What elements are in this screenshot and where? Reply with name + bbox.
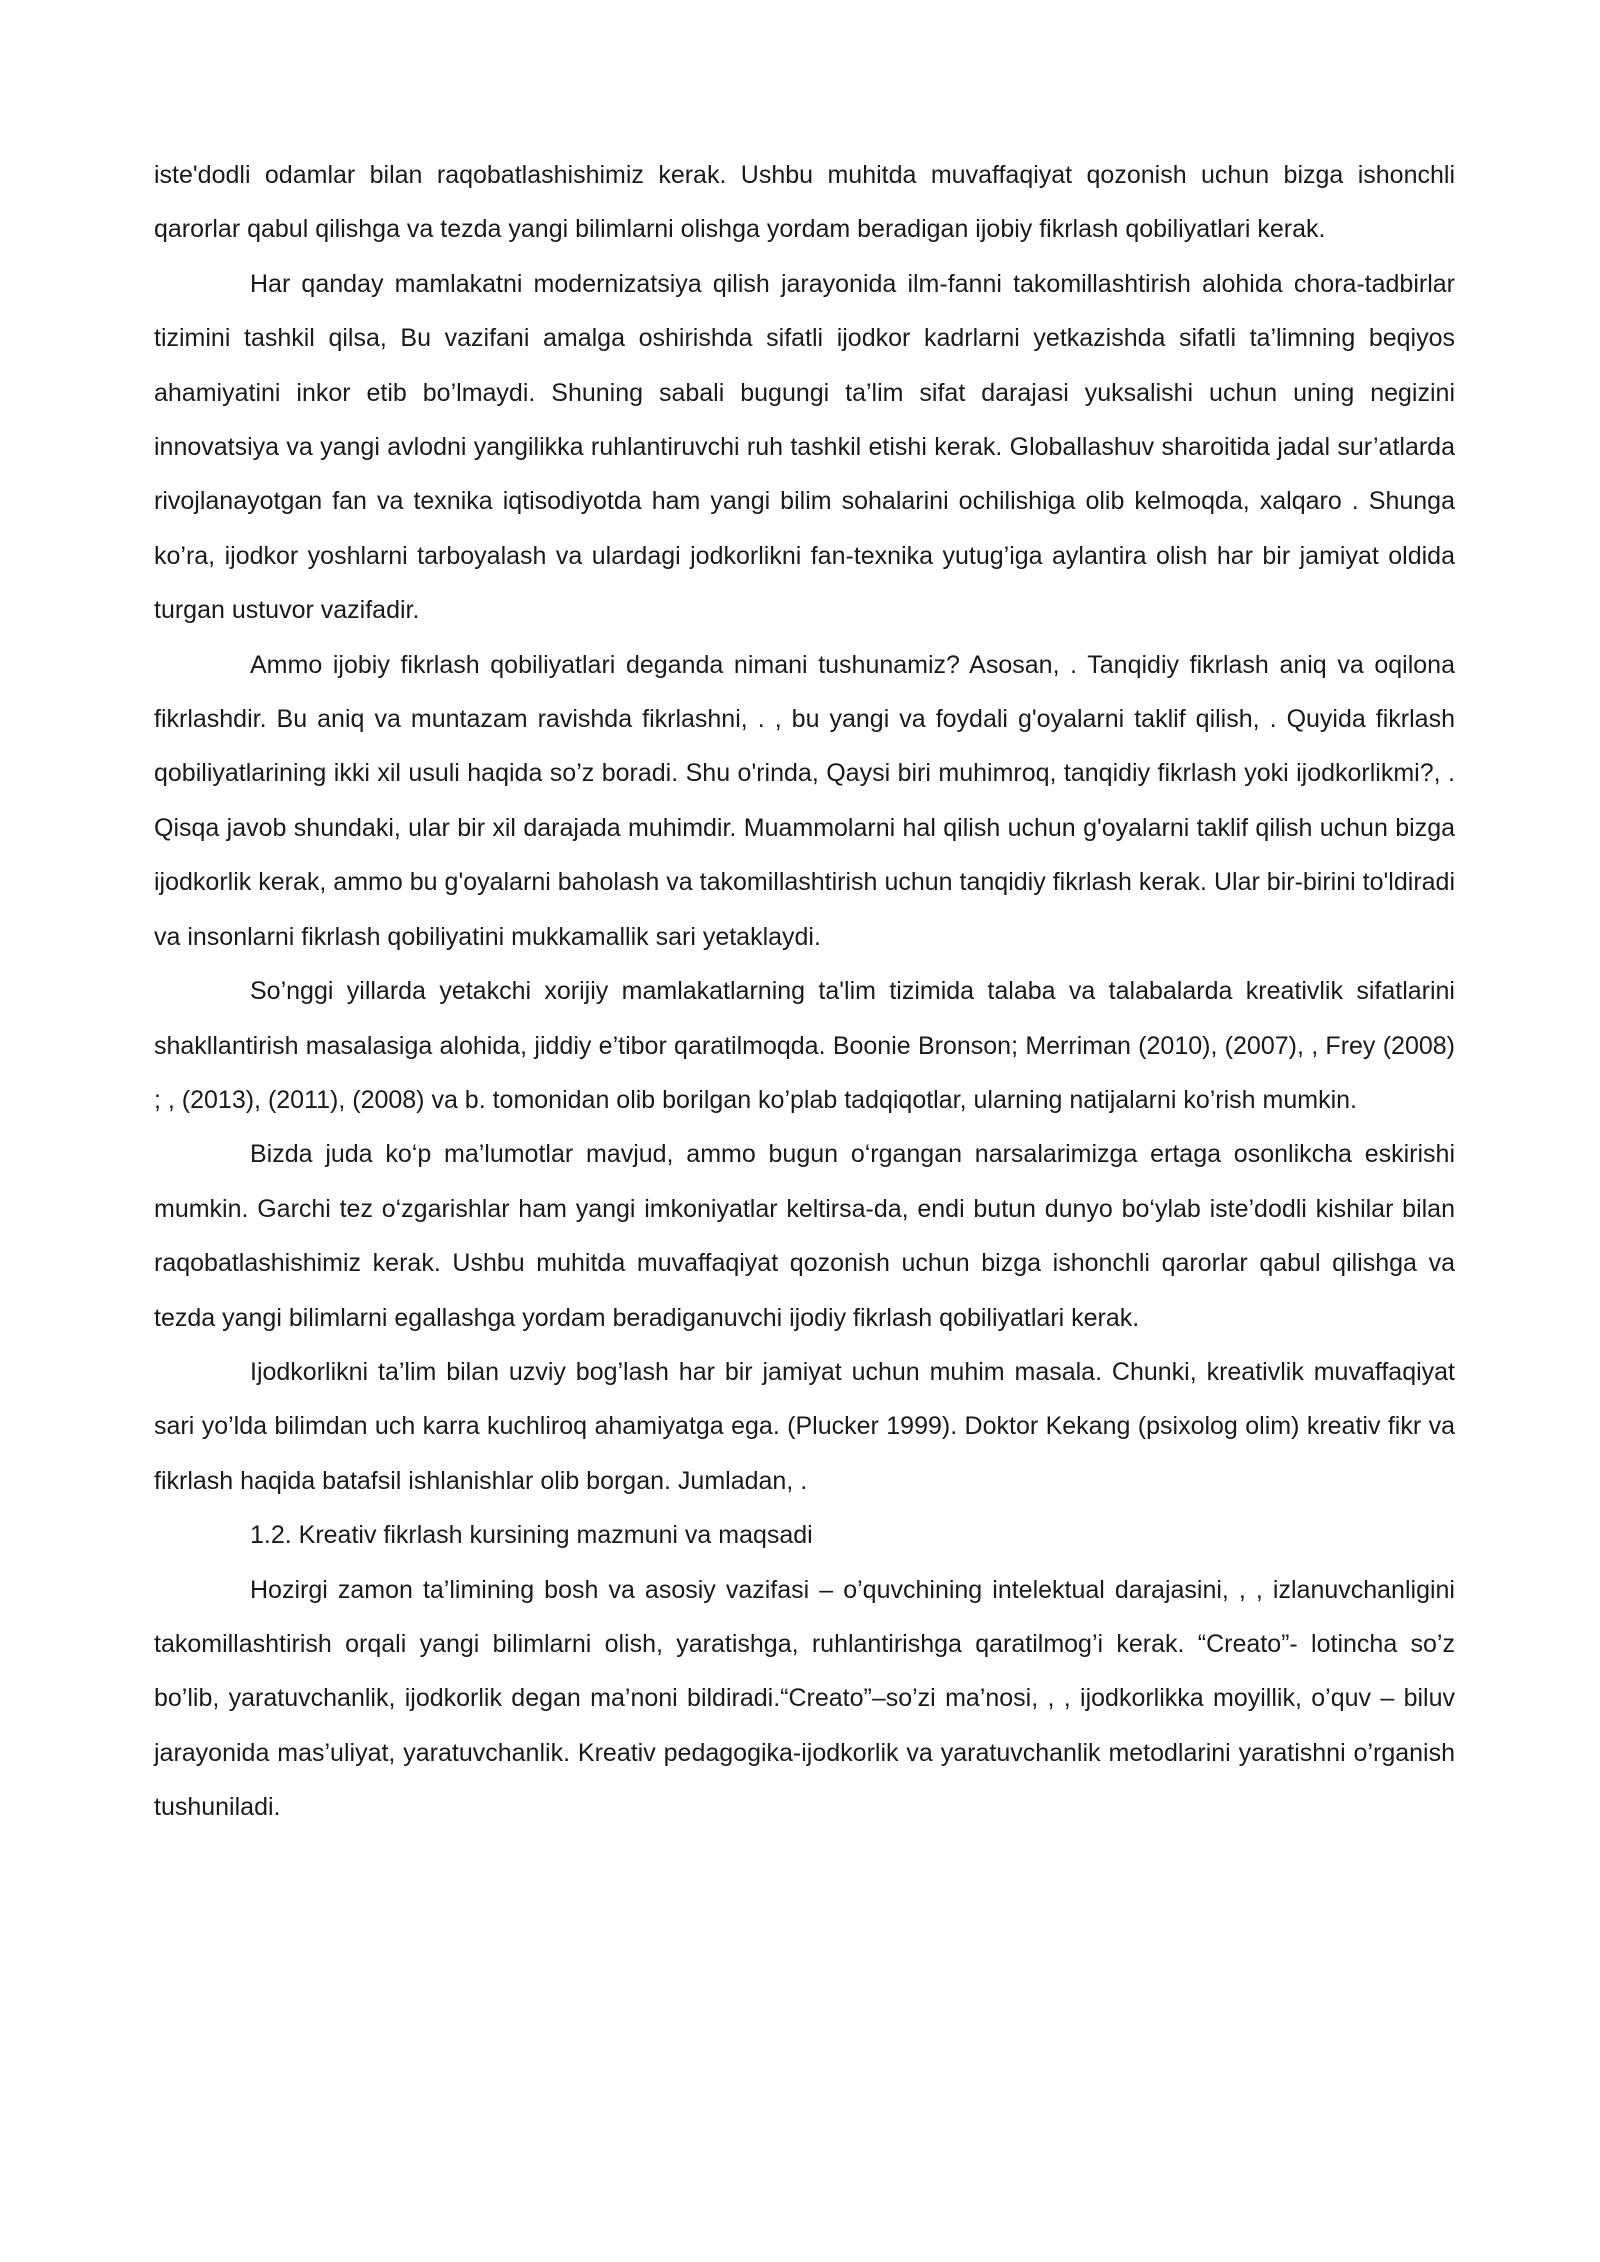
document-page bbox=[154, 148, 1455, 1835]
paragraph-positive-thinking: Ammo ijobiy fikrlash qobiliyatlari deganda nimani tushunamiz? Asosan, . Tanqidiy fikrlash aniq va oqilona fikrlashdir. Bu aniq va muntazam ravishda fikrlashni, . , bu yangi va foydali g'oyalarni taklif qilish, . Quyida fikrlash qobiliyatlarining ikki xil usuli haqida so’z boradi. Shu o'rinda, Qaysi biri muhimroq, tanqidiy fikrlash yoki ijodkorlikmi?, . Qisqa javob shundaki, ular bir xil darajada muhimdir. Muammolarni hal qilish uchun g'oyalarni taklif qilish uchun bizga ijodkorlik kerak, ammo bu g'oyalarni baholash va takomillashtirish uchun tanqidiy fikrlash kerak. Ular bir-birini to'ldiradi va insonlarni fikrlash qobiliyatini mukkamallik sari yetaklaydi. bbox=[154, 650, 1455, 951]
section-heading: 1.2. Kreativ fikrlash kursining mazmuni va maqsadi bbox=[250, 1521, 813, 1550]
paragraph-modern-education: Hozirgi zamon ta’limining bosh va asosiy vazifasi – o’quvchining intelektual darajasini, , , izlanuvchanligini takomillashtirish orqali yangi bilimlarni olish, yaratishga, ruhlantirishga qaratilmog’i kerak. “Creato”- lotincha so’z bo’lib, yaratuvchanlik, ijodkorlik degan ma’noni bildiradi.“Creato”–so’zi ma’nosi, , , ijodkorlikka moyillik, o’quv – biluv jarayonida mas’uliyat, yaratuvchanlik. Kreativ pedagogika-ijodkorlik va yaratuvchanlik metodlarini yaratishni o’rganish tushuniladi. bbox=[154, 1575, 1455, 1822]
paragraph-creativity-education: Ijodkorlikni ta’lim bilan uzviy bog’lash har bir jamiyat uchun muhim masala. Chunki, kreativlik muvaffaqiyat sari yo’lda bilimdan uch karra kuchliroq ahamiyatga ega. (Plucker 1999). Doktor Kekang (psixolog olim) kreativ fikr va fikrlash haqida batafsil ishlanishlar olib borgan. Jumladan, . bbox=[154, 1357, 1455, 1495]
paragraph-continuation: iste'dodli odamlar bilan raqobatlashishimiz kerak. Ushbu muhitda muvaffaqiyat qozonish uchun bizga ishonchli qarorlar qabul qilishga va tezda yangi bilimlarni olishga yordam beradigan ijobiy fikrlash qobiliyatlari kerak. bbox=[154, 161, 1455, 244]
paragraph-foreign-research: So’nggi yillarda yetakchi xorijiy mamlakatlarning ta'lim tizimida talaba va talabalarda kreativlik sifatlarini shakllantirish masalasiga alohida, jiddiy e’tibor qaratilmoqda. Boonie Bronson; Merriman (2010), (2007), , Frey (2008) ; , (2013), (2011), (2008) va b. tomonidan olib borilgan ko’plab tadqiqotlar, ularning natijalarni ko’rish mumkin. bbox=[154, 977, 1455, 1114]
paragraph-information: Bizda juda ko‘p ma’lumotlar mavjud, ammo bugun o‘rgangan narsalarimizga ertaga osonlikcha eskirishi mumkin. Garchi tez o‘zgarishlar ham yangi imkoniyatlar keltirsa-da, endi butun dunyo bo‘ylab iste’dodli kishilar bilan raqobatlashishimiz kerak. Ushbu muhitda muvaffaqiyat qozonish uchun bizga ishonchli qarorlar qabul qilishga va tezda yangi bilimlarni egallashga yordam beradiganuvchi ijodiy fikrlash qobiliyatlari kerak. bbox=[154, 1140, 1455, 1332]
paragraph-modernization: Har qanday mamlakatni modernizatsiya qilish jarayonida ilm-fanni takomillashtirish alohida chora-tadbirlar tizimini tashkil qilsa, Bu vazifani amalga oshirishda sifatli ijodkor kadrlarni yetkazishda sifatli ta’limning beqiyos ahamiyatini inkor etib bo’lmaydi. Shuning sabali bugungi ta’lim sifat darajasi yuksalishi uchun uning negizini innovatsiya va yangi avlodni yangilikka ruhlantiruvchi ruh tashkil etishi kerak. Globallashuv sharoitida jadal sur’atlarda rivojlanayotgan fan va texnika iqtisodiyotda ham yangi bilim sohalarini ochilishiga olib kelmoqda, xalqaro . Shunga ko’ra, ijodkor yoshlarni tarboyalash va ulardagi jodkorlikni fan-texnika yutug’iga aylantira olish har bir jamiyat oldida turgan ustuvor vazifadir. bbox=[154, 269, 1455, 625]
